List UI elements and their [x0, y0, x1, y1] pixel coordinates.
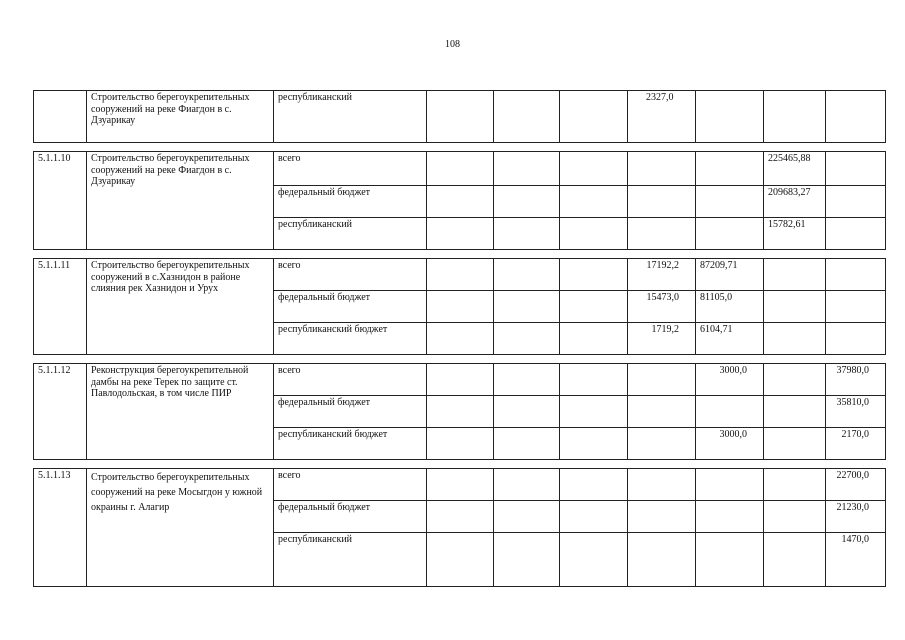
row-value	[696, 469, 764, 501]
row-value	[560, 186, 628, 218]
row-value	[494, 501, 560, 533]
row-gap	[34, 355, 886, 364]
row-source: федеральный бюджет	[274, 396, 427, 428]
row-value	[427, 259, 494, 291]
row-value	[427, 396, 494, 428]
row-value	[494, 186, 560, 218]
row-value: 22700,0	[826, 469, 886, 501]
row-value: 209683,27	[764, 186, 826, 218]
row-value: 87209,71	[696, 259, 764, 291]
row-value	[696, 501, 764, 533]
row-value	[764, 323, 826, 355]
row-value: 1470,0	[826, 533, 886, 587]
row-value	[494, 91, 560, 143]
row-value	[560, 469, 628, 501]
row-name: Реконструкция берегоукрепительной дамбы на реке Терек по защите ст. Павлодольская, в том числе ПИР	[87, 364, 274, 460]
row-value	[560, 396, 628, 428]
row-name: Строительство берегоукрепительных сооружений на реке Фиагдон в с. Дзуарикау	[87, 91, 274, 143]
row-value	[560, 533, 628, 587]
row-value: 81105,0	[696, 291, 764, 323]
row-source: федеральный бюджет	[274, 186, 427, 218]
row-value	[494, 533, 560, 587]
row-value	[560, 428, 628, 460]
budget-table	[33, 90, 886, 587]
row-code: 5.1.1.11	[34, 259, 87, 355]
row-value	[494, 259, 560, 291]
row-value	[560, 259, 628, 291]
row-source: федеральный бюджет	[274, 501, 427, 533]
row-value	[826, 152, 886, 186]
row-value	[628, 428, 696, 460]
row-value	[764, 469, 826, 501]
row-name: Строительство берегоукрепительных сооружений на реке Мосыгдон у южной окраины г. Алагир	[87, 469, 274, 587]
table-row	[34, 91, 886, 143]
row-value	[764, 501, 826, 533]
row-value: 225465,88	[764, 152, 826, 186]
row-value	[628, 396, 696, 428]
row-source: республиканский	[274, 91, 427, 143]
row-value	[628, 469, 696, 501]
row-value	[427, 186, 494, 218]
row-code: 5.1.1.10	[34, 152, 87, 250]
row-source: всего	[274, 469, 427, 501]
row-value	[427, 218, 494, 250]
row-value	[826, 91, 886, 143]
row-code: 5.1.1.12	[34, 364, 87, 460]
row-source: всего	[274, 259, 427, 291]
row-value	[764, 291, 826, 323]
row-value: 35810,0	[826, 396, 886, 428]
row-value: 21230,0	[826, 501, 886, 533]
row-value	[696, 91, 764, 143]
row-value	[826, 323, 886, 355]
row-value	[494, 396, 560, 428]
row-value	[494, 218, 560, 250]
row-value	[826, 218, 886, 250]
row-value: 15473,0	[628, 291, 696, 323]
row-gap	[34, 143, 886, 152]
row-value	[560, 364, 628, 396]
table-row	[34, 152, 886, 186]
row-source: всего	[274, 152, 427, 186]
row-value	[494, 364, 560, 396]
row-value: 3000,0	[696, 364, 764, 396]
row-value: 3000,0	[696, 428, 764, 460]
row-value	[494, 428, 560, 460]
row-value	[628, 186, 696, 218]
row-value	[628, 501, 696, 533]
row-value	[560, 501, 628, 533]
row-source: республиканский	[274, 218, 427, 250]
row-value	[427, 469, 494, 501]
row-value	[560, 323, 628, 355]
row-value	[427, 291, 494, 323]
row-code	[34, 91, 87, 143]
row-source: республиканский бюджет	[274, 323, 427, 355]
row-value	[628, 152, 696, 186]
row-source: республиканский бюджет	[274, 428, 427, 460]
row-value	[560, 291, 628, 323]
row-value	[427, 91, 494, 143]
row-value: 6104,71	[696, 323, 764, 355]
row-value	[764, 91, 826, 143]
row-value: 2327,0	[628, 91, 696, 143]
row-gap	[34, 250, 886, 259]
row-value	[764, 259, 826, 291]
table-row	[34, 364, 886, 396]
row-value	[427, 152, 494, 186]
row-value	[494, 469, 560, 501]
row-value	[764, 533, 826, 587]
row-value	[560, 218, 628, 250]
row-value	[826, 259, 886, 291]
row-value	[696, 186, 764, 218]
row-gap	[34, 460, 886, 469]
row-value	[427, 533, 494, 587]
table-row	[34, 469, 886, 501]
row-value	[427, 323, 494, 355]
table-row	[34, 259, 886, 291]
row-code: 5.1.1.13	[34, 469, 87, 587]
row-value: 37980,0	[826, 364, 886, 396]
row-source: всего	[274, 364, 427, 396]
row-value	[494, 291, 560, 323]
row-value	[826, 291, 886, 323]
row-value	[427, 501, 494, 533]
row-value	[427, 428, 494, 460]
row-value	[560, 152, 628, 186]
row-value	[628, 533, 696, 587]
page-number: 108	[445, 39, 460, 50]
row-value	[696, 218, 764, 250]
row-value	[764, 428, 826, 460]
row-value	[628, 364, 696, 396]
row-value	[628, 218, 696, 250]
row-value	[560, 91, 628, 143]
row-value	[427, 364, 494, 396]
row-source: федеральный бюджет	[274, 291, 427, 323]
row-value: 15782,61	[764, 218, 826, 250]
row-source: республиканский	[274, 533, 427, 587]
row-value	[696, 152, 764, 186]
row-value: 17192,2	[628, 259, 696, 291]
row-value	[494, 323, 560, 355]
row-value	[764, 396, 826, 428]
row-value	[696, 396, 764, 428]
row-name: Строительство берегоукрепительных сооружений на реке Фиагдон в с. Дзуарикау	[87, 152, 274, 250]
row-value	[826, 186, 886, 218]
row-value: 1719,2	[628, 323, 696, 355]
row-value	[764, 364, 826, 396]
row-name: Строительство берегоукрепительных сооружений в с.Хазнидон в районе слияния рек Хазнидон и Урух	[87, 259, 274, 355]
row-value: 2170,0	[826, 428, 886, 460]
row-value	[494, 152, 560, 186]
row-value	[696, 533, 764, 587]
